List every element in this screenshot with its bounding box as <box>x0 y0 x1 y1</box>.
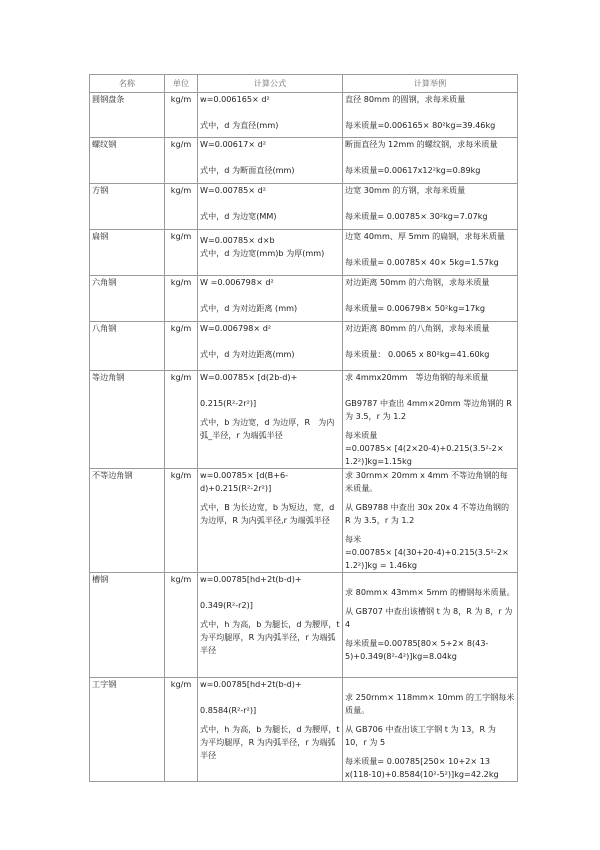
example-line: 每米 <box>345 534 362 544</box>
formula-line: W=0.00617× d² <box>200 139 266 149</box>
example-line: 每米质量=0.00785[80× 5+2× 8(43-5)+0.349(8²-4²)]kg=8.04kg <box>345 638 489 661</box>
example-line: 求 4mmx20mm 等边角钢的每米质量 <box>345 372 489 382</box>
formula-line: 式中，d 为对边距离 (mm) <box>200 303 298 313</box>
table-row <box>90 573 518 678</box>
example-line: 断面直径为 12mm 的螺纹钢，求每米质量 <box>345 139 498 149</box>
unit-cell: kg/m <box>165 138 198 184</box>
unit-cell: kg/m <box>165 371 198 469</box>
example-line: 每米质量 <box>345 430 378 440</box>
example-line: 求 80mm× 43mm× 5mm 的槽钢每米质量。 <box>345 587 515 597</box>
example-line: 每米质量=0.006165× 80²kg=39.46kg <box>345 120 496 130</box>
unit-cell: kg/m <box>165 322 198 371</box>
steel-name: 槽钢 <box>90 573 165 678</box>
example-line: 每米质量= 0.00785[250× 10+2× 13 x(118-10)+0.8584(10²-5²)]kg=42.2kg <box>345 756 499 779</box>
table-row <box>90 93 518 138</box>
formula-line: 0.8584(R²-r²)] <box>200 705 257 715</box>
formula-cell <box>198 184 343 230</box>
table-row <box>90 469 518 573</box>
table-row <box>90 371 518 469</box>
steel-weight-table <box>89 74 518 782</box>
formula-line: 式中，b 为边宽，d 为边厚，R 为内弧_半径，r 为端弧半径 <box>200 417 335 440</box>
table-row <box>90 230 518 276</box>
example-line: 每米质量： 0.0065 x 80²kg=41.60kg <box>345 349 490 359</box>
example-line: 每米质量= 0.006798× 50²kg=17kg <box>345 303 485 313</box>
unit-cell: kg/m <box>165 93 198 138</box>
example-line: GB9787 中查出 4mm×20mm 等边角钢的 R 为 3.5，r 为 1.2 <box>345 398 512 421</box>
steel-name: 等边角钢 <box>90 371 165 469</box>
table-row <box>90 276 518 322</box>
table-row <box>90 184 518 230</box>
example-cell <box>343 184 518 230</box>
formula-cell <box>198 230 343 276</box>
formula-line: 式中，d 为边宽(mm)b 为厚(mm) <box>200 248 325 258</box>
formula-cell <box>198 93 343 138</box>
formula-line: 0.349(R²-r2)] <box>200 600 253 610</box>
formula-line: W =0.006798× d² <box>200 277 274 287</box>
formula-line: W=0.00785× d² <box>200 185 266 195</box>
formula-line: w=0.00785[hd+2t(b-d)+ <box>200 574 302 584</box>
example-line: 每米质量=0.00617x12²kg=0.89kg <box>345 165 481 175</box>
example-line: 求 250rnm× 118mm× 10mm 的工字钢每米质量。 <box>345 692 515 715</box>
header-row <box>90 75 518 93</box>
example-cell <box>343 230 518 276</box>
unit-cell: kg/m <box>165 469 198 573</box>
example-line: 直径 80mm 的圆钢，求每米质量 <box>345 94 466 104</box>
steel-name: 扁钢 <box>90 230 165 276</box>
steel-name: 不等边角钢 <box>90 469 165 573</box>
formula-line: w=0.00785[hd+2t(b-d)+ <box>200 679 302 689</box>
formula-cell <box>198 371 343 469</box>
example-cell <box>343 678 518 782</box>
unit-cell: kg/m <box>165 184 198 230</box>
example-line: 对边距离 80mm 的八角钢，求每米质量 <box>345 323 490 333</box>
formula-line: w=0.00785× [d(B+6-d)+0.215(R²-2r²)] <box>200 470 289 493</box>
example-cell <box>343 371 518 469</box>
formula-line: 0.215(R²-2r²)] <box>200 398 257 408</box>
example-cell <box>343 276 518 322</box>
example-line: 从 GB9788 中查出 30x 20x 4 不等边角钢的 R 为 3.5，r 为 1.2 <box>345 502 510 525</box>
example-line: 边宽 40mm、厚 5mm 的扁钢，求每米质量 <box>345 231 505 241</box>
table-row <box>90 678 518 782</box>
example-line: 边宽 30mm 的方钢，求每米质量 <box>345 185 466 195</box>
header-name: 名称 <box>90 75 165 93</box>
steel-name: 圆钢盘条 <box>90 93 165 138</box>
steel-name: 工字钢 <box>90 678 165 782</box>
formula-cell <box>198 276 343 322</box>
formula-cell <box>198 469 343 573</box>
formula-cell <box>198 138 343 184</box>
formula-line: W=0.00785× [d(2b-d)+ <box>200 372 298 382</box>
formula-cell <box>198 322 343 371</box>
example-line: 对边距离 50mm 的六角钢，求每米质量 <box>345 277 490 287</box>
table-row <box>90 322 518 371</box>
steel-name: 螺纹钢 <box>90 138 165 184</box>
example-cell <box>343 469 518 573</box>
steel-name: 方钢 <box>90 184 165 230</box>
formula-line: 式中，d 为直径(mm) <box>200 120 279 130</box>
formula-line: 式中，h 为高，b 为腿长，d 为腰厚，t 为平均腿厚，R 为内弧半径，r 为端弧半径 <box>200 724 340 760</box>
unit-cell: kg/m <box>165 276 198 322</box>
example-cell <box>343 93 518 138</box>
example-line: 求 30rnm× 20mm x 4mm 不等边角钢的每米质量。 <box>345 470 508 493</box>
example-cell <box>343 573 518 678</box>
formula-line: w=0.006165× d² <box>200 94 270 104</box>
example-line: =0.00785× [4(30+20-4)+0.215(3.5²-2× 1.2²)]kg = 1.46kg <box>345 547 509 570</box>
example-cell <box>343 138 518 184</box>
formula-line: 式中，h 为高，b 为腿长，d 为腰厚，t 为平均腿厚，R 为内弧半径，r 为端弧半径 <box>200 619 340 655</box>
unit-cell: kg/m <box>165 678 198 782</box>
example-line: 从 GB707 中查出该槽钢 t 为 8，R 为 8，r 为 4 <box>345 606 513 629</box>
formula-cell <box>198 573 343 678</box>
example-line: 从 GB706 中查出该工字钢 t 为 13，R 为 10，r 为 5 <box>345 724 496 747</box>
steel-name: 八角钢 <box>90 322 165 371</box>
formula-line: 式中，d 为断面直径(mm) <box>200 165 295 175</box>
example-cell <box>343 322 518 371</box>
formula-line: W=0.006798× d² <box>200 323 272 333</box>
table-row <box>90 138 518 184</box>
header-formula: 计算公式 <box>198 75 343 93</box>
formula-line: 式中，B 为长边宽，b 为短边，宽，d 为边厚，R 为内弧半径,r 为端弧半径 <box>200 502 335 525</box>
example-line: =0.00785× [4(2×20-4)+0.215(3.5²-2× 1.2²)]kg=1.15kg <box>345 443 504 466</box>
steel-name: 六角钢 <box>90 276 165 322</box>
example-line: 每米质量= 0.00785× 30²kg=7.07kg <box>345 211 488 221</box>
formula-line: W=0.00785× d×b <box>200 235 275 245</box>
unit-cell: kg/m <box>165 573 198 678</box>
formula-line: 式中，d 为边宽(MM) <box>200 211 277 221</box>
header-unit: 单位 <box>165 75 198 93</box>
formula-line: 式中，d 为对边距离(mm) <box>200 349 295 359</box>
example-line: 每米质量= 0.00785× 40× 5kg=1.57kg <box>345 257 499 267</box>
unit-cell: kg/m <box>165 230 198 276</box>
header-example: 计算举例 <box>343 75 518 93</box>
formula-cell <box>198 678 343 782</box>
